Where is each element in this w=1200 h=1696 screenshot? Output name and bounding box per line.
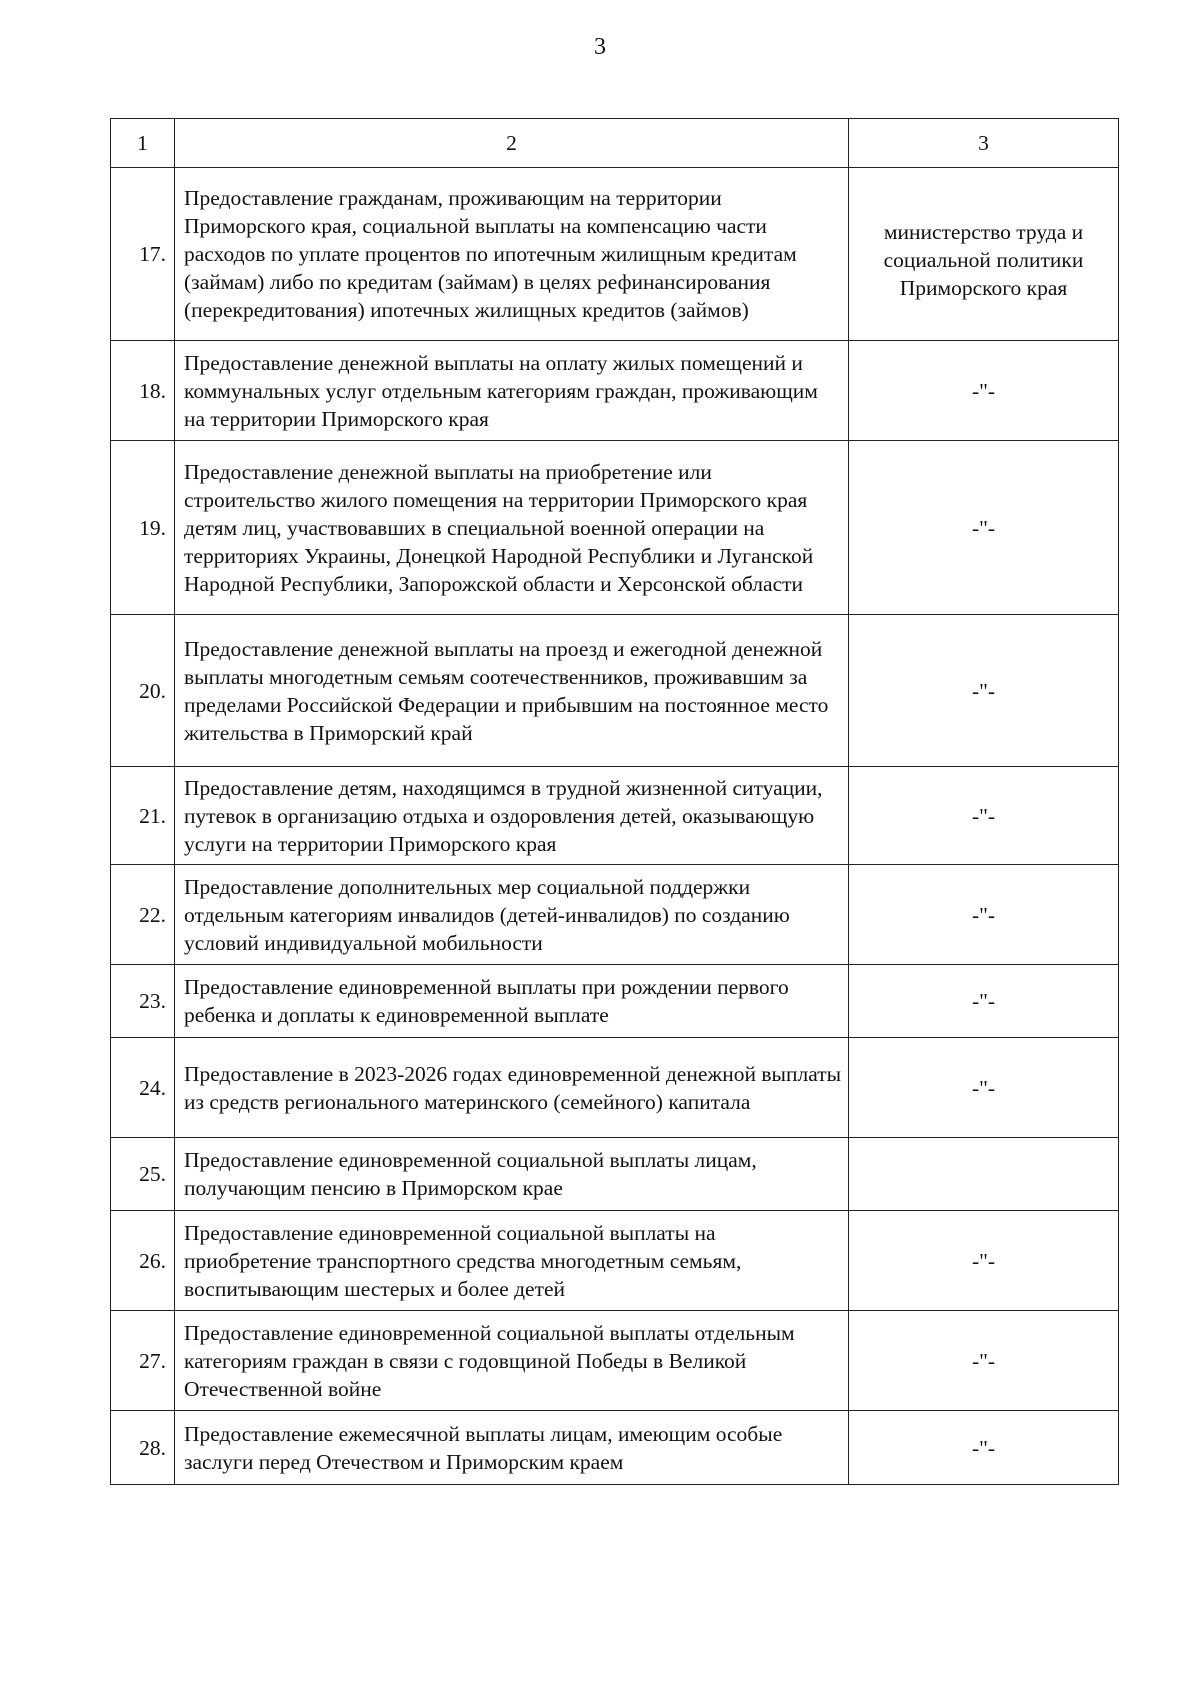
row-executor: -"-	[849, 1311, 1119, 1411]
header-col-1: 1	[111, 119, 175, 168]
row-executor	[849, 1138, 1119, 1211]
table-row	[111, 441, 1119, 615]
row-description: Предоставление денежной выплаты на проезд и ежегодной денежной выплаты многодетным семьям соотечественников, проживавшим за пределами Российской Федерации и прибывшим на постоянное место жительства в Приморский край	[175, 615, 849, 767]
row-description: Предоставление единовременной социальной выплаты лицам, получающим пенсию в Приморском крае	[175, 1138, 849, 1211]
row-executor: -"-	[849, 1038, 1119, 1138]
row-executor: -"-	[849, 1411, 1119, 1485]
table-row	[111, 341, 1119, 441]
header-col-2: 2	[175, 119, 849, 168]
header-col-3: 3	[849, 119, 1119, 168]
row-number: 18.	[111, 341, 175, 441]
row-number: 23.	[111, 965, 175, 1038]
row-number: 28.	[111, 1411, 175, 1485]
row-description: Предоставление единовременной социальной выплаты отдельным категориям граждан в связи с годовщиной Победы в Великой Отечественной войне	[175, 1311, 849, 1411]
row-executor: -"-	[849, 441, 1119, 615]
services-table	[110, 118, 1119, 1485]
table-row	[111, 767, 1119, 865]
header-row	[111, 119, 1119, 168]
row-description: Предоставление единовременной выплаты при рождении первого ребенка и доплаты к единовременной выплате	[175, 965, 849, 1038]
row-description: Предоставление денежной выплаты на оплату жилых помещений и коммунальных услуг отдельным категориям граждан, проживающим на территории Приморского края	[175, 341, 849, 441]
row-number: 27.	[111, 1311, 175, 1411]
table-row	[111, 865, 1119, 965]
row-number: 24.	[111, 1038, 175, 1138]
row-description: Предоставление детям, находящимся в трудной жизненной ситуации, путевок в организацию отдыха и оздоровления детей, оказывающую услуги на территории Приморского края	[175, 767, 849, 865]
row-description: Предоставление ежемесячной выплаты лицам, имеющим особые заслуги перед Отечеством и Приморским краем	[175, 1411, 849, 1485]
row-description: Предоставление дополнительных мер социальной поддержки отдельным категориям инвалидов (детей-инвалидов) по созданию условий индивидуальной мобильности	[175, 865, 849, 965]
table-body	[111, 168, 1119, 1485]
table-row	[111, 1038, 1119, 1138]
table-row	[111, 1411, 1119, 1485]
row-description: Предоставление единовременной социальной выплаты на приобретение транспортного средства многодетным семьям, воспитывающим шестерых и более детей	[175, 1211, 849, 1311]
table-header	[111, 119, 1119, 168]
row-number: 26.	[111, 1211, 175, 1311]
page-number: 3	[594, 34, 606, 60]
row-number: 20.	[111, 615, 175, 767]
row-executor: -"-	[849, 965, 1119, 1038]
table-row	[111, 168, 1119, 341]
row-executor: -"-	[849, 341, 1119, 441]
row-executor: -"-	[849, 767, 1119, 865]
row-executor: -"-	[849, 865, 1119, 965]
row-description: Предоставление в 2023-2026 годах единовременной денежной выплаты из средств регионального материнского (семейного) капитала	[175, 1038, 849, 1138]
row-description: Предоставление денежной выплаты на приобретение или строительство жилого помещения на территории Приморского края детям лиц, участвовавших в специальной военной операции на территориях Украины, Донецкой Народной Республики и Луганской Народной Республики, Запорожской области и Херсонской области	[175, 441, 849, 615]
row-executor: -"-	[849, 615, 1119, 767]
table-row	[111, 1211, 1119, 1311]
row-executor: -"-	[849, 1211, 1119, 1311]
table-row	[111, 1138, 1119, 1211]
row-number: 21.	[111, 767, 175, 865]
row-number: 25.	[111, 1138, 175, 1211]
table-row	[111, 1311, 1119, 1411]
row-description: Предоставление гражданам, проживающим на территории Приморского края, социальной выплаты на компенсацию части расходов по уплате процентов по ипотечным жилищным кредитам (займам) либо по кредитам (займам) в целях рефинансирования (перекредитования) ипотечных жилищных кредитов (займов)	[175, 168, 849, 341]
table-row	[111, 615, 1119, 767]
table-row	[111, 965, 1119, 1038]
row-number: 22.	[111, 865, 175, 965]
row-number: 19.	[111, 441, 175, 615]
row-number: 17.	[111, 168, 175, 341]
row-executor: министерство труда и социальной политики Приморского края	[849, 168, 1119, 341]
